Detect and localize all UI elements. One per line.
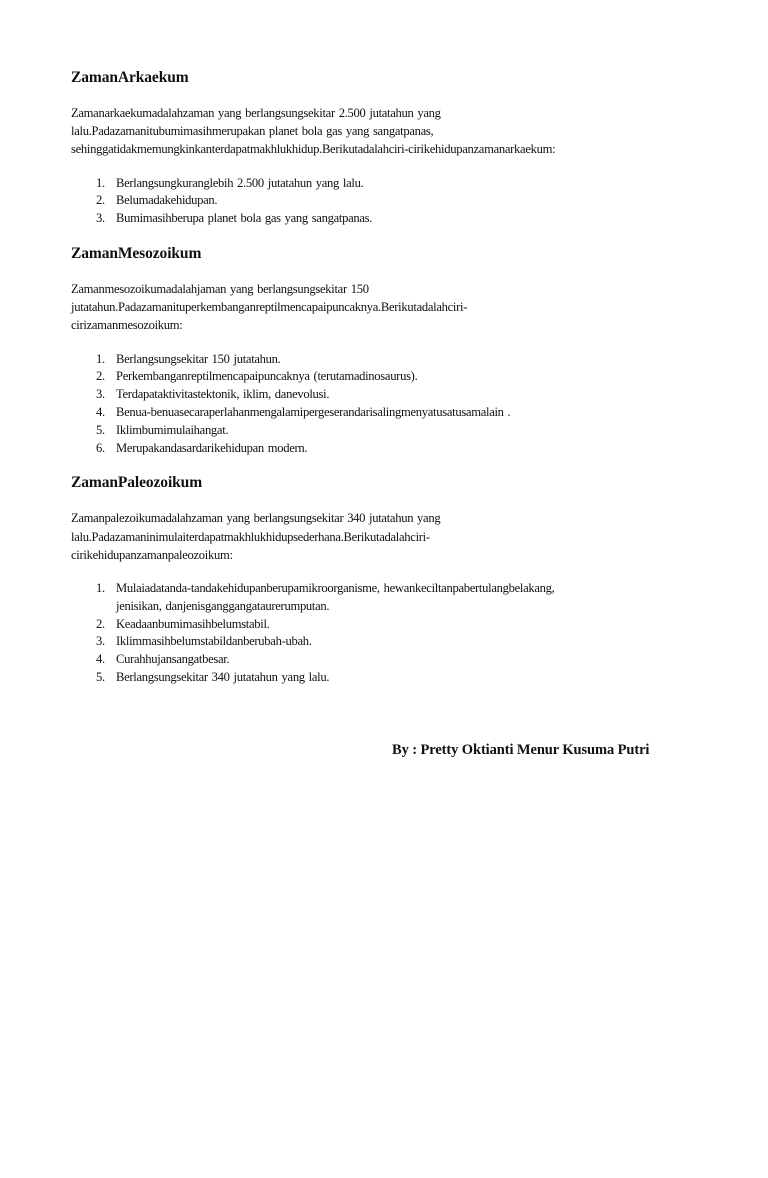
paragraph-line: cirizamanmesozoikum: — [71, 318, 183, 333]
list-item — [71, 368, 701, 386]
list-item — [71, 192, 701, 210]
list-item-text: Berlangsungsekitar 340 jutatahun yang lalu. — [116, 669, 330, 684]
list-number: 2. — [96, 616, 105, 631]
list-item-text: Bumimasihberupa planet bola gas yang sangatpanas. — [116, 211, 373, 226]
list-item-text: Berlangsungkuranglebih 2.500 jutatahun yang lalu. — [116, 175, 364, 190]
list-item — [71, 175, 701, 193]
document-content — [71, 68, 701, 703]
list-number: 3. — [96, 634, 105, 649]
paragraph-line: lalu.Padazamaninimulaiterdapatmakhlukhidupsederhana.Berikutadalahciri- — [71, 529, 430, 544]
section-paragraph — [71, 280, 701, 335]
list-item — [71, 210, 701, 228]
list-item — [71, 651, 701, 669]
numbered-list — [71, 351, 701, 458]
section-paragraph — [71, 104, 701, 159]
list-item — [71, 616, 701, 634]
list-item-text: Benua-benuasecaraperlahanmengalamipergeserandarisalingmenyatusatusamalain . — [116, 405, 511, 419]
list-item-text: Iklimbumimulaihangat. — [116, 422, 229, 437]
paragraph-line: Zamanarkaekumadalahzaman yang berlangsungsekitar 2.500 jutatahun yang — [71, 106, 441, 120]
list-number: 5. — [96, 669, 105, 684]
list-number: 3. — [96, 387, 105, 402]
list-number: 6. — [96, 440, 105, 455]
list-item — [71, 440, 701, 458]
numbered-list — [71, 175, 701, 228]
list-number: 1. — [96, 581, 105, 595]
author-byline: By : Pretty Oktianti Menur Kusuma Putri — [392, 742, 650, 758]
section-paleozoikum — [71, 473, 701, 686]
section-arkaekum — [71, 68, 701, 228]
list-item — [71, 580, 701, 616]
section-title: ZamanArkaekum — [71, 69, 189, 86]
numbered-list — [71, 580, 701, 687]
section-title: ZamanMesozoikum — [71, 245, 202, 262]
list-item — [71, 633, 701, 651]
list-item — [71, 404, 701, 422]
list-number: 3. — [96, 211, 105, 226]
paragraph-line: lalu.Padazamanitubumimasihmerupakan planet bola gas yang sangatpanas, — [71, 124, 434, 139]
list-number: 1. — [96, 175, 105, 190]
list-item-text: Mulaiadatanda-tandakehidupanberupamikroorganisme, hewankeciltanpabertulangbelakang, — [116, 581, 555, 595]
list-item — [71, 386, 701, 404]
list-item — [71, 422, 701, 440]
list-number: 1. — [96, 351, 105, 366]
paragraph-line: cirikehidupanzamanpaleozoikum: — [71, 547, 233, 562]
list-item-text: Merupakandasardarikehidupan modern. — [116, 440, 308, 455]
list-item-text: Curahhujansangatbesar. — [116, 652, 230, 667]
paragraph-line: Zamanmesozoikumadalahjaman yang berlangsungsekitar 150 — [71, 282, 369, 296]
list-item-text: Berlangsungsekitar 150 jutatahun. — [116, 351, 281, 366]
list-item-text: Iklimmasihbelumstabildanberubah-ubah. — [116, 634, 312, 649]
list-item-text: jenisikan, danjenisganggangataurerumputan. — [116, 598, 330, 613]
section-mesozoikum — [71, 244, 701, 457]
section-paragraph — [71, 509, 701, 564]
list-item-text: Terdapataktivitastektonik, iklim, danevolusi. — [116, 387, 330, 402]
section-title: ZamanPaleozoikum — [71, 474, 203, 492]
paragraph-line: sehinggatidakmemungkinkanterdapatmakhlukhidup.Berikutadalahciri-cirikehidupanzamanarkaekum: — [71, 142, 556, 157]
paragraph-line: Zamanpalezoikumadalahzaman yang berlangsungsekitar 340 jutatahun yang — [71, 511, 441, 526]
list-number: 4. — [96, 652, 105, 667]
list-item — [71, 669, 701, 687]
list-item-text: Perkembanganreptilmencapaipuncaknya (terutamadinosaurus). — [116, 369, 418, 384]
list-item — [71, 351, 701, 369]
list-item-text: Belumadakehidupan. — [116, 193, 218, 208]
list-number: 2. — [96, 193, 105, 208]
paragraph-line: jutatahun.Padazamanituperkembanganreptilmencapaipuncaknya.Berikutadalahciri- — [71, 300, 468, 315]
list-number: 4. — [96, 405, 105, 419]
list-number: 2. — [96, 369, 105, 384]
list-item-text: Keadaanbumimasihbelumstabil. — [116, 616, 270, 631]
list-number: 5. — [96, 422, 105, 437]
